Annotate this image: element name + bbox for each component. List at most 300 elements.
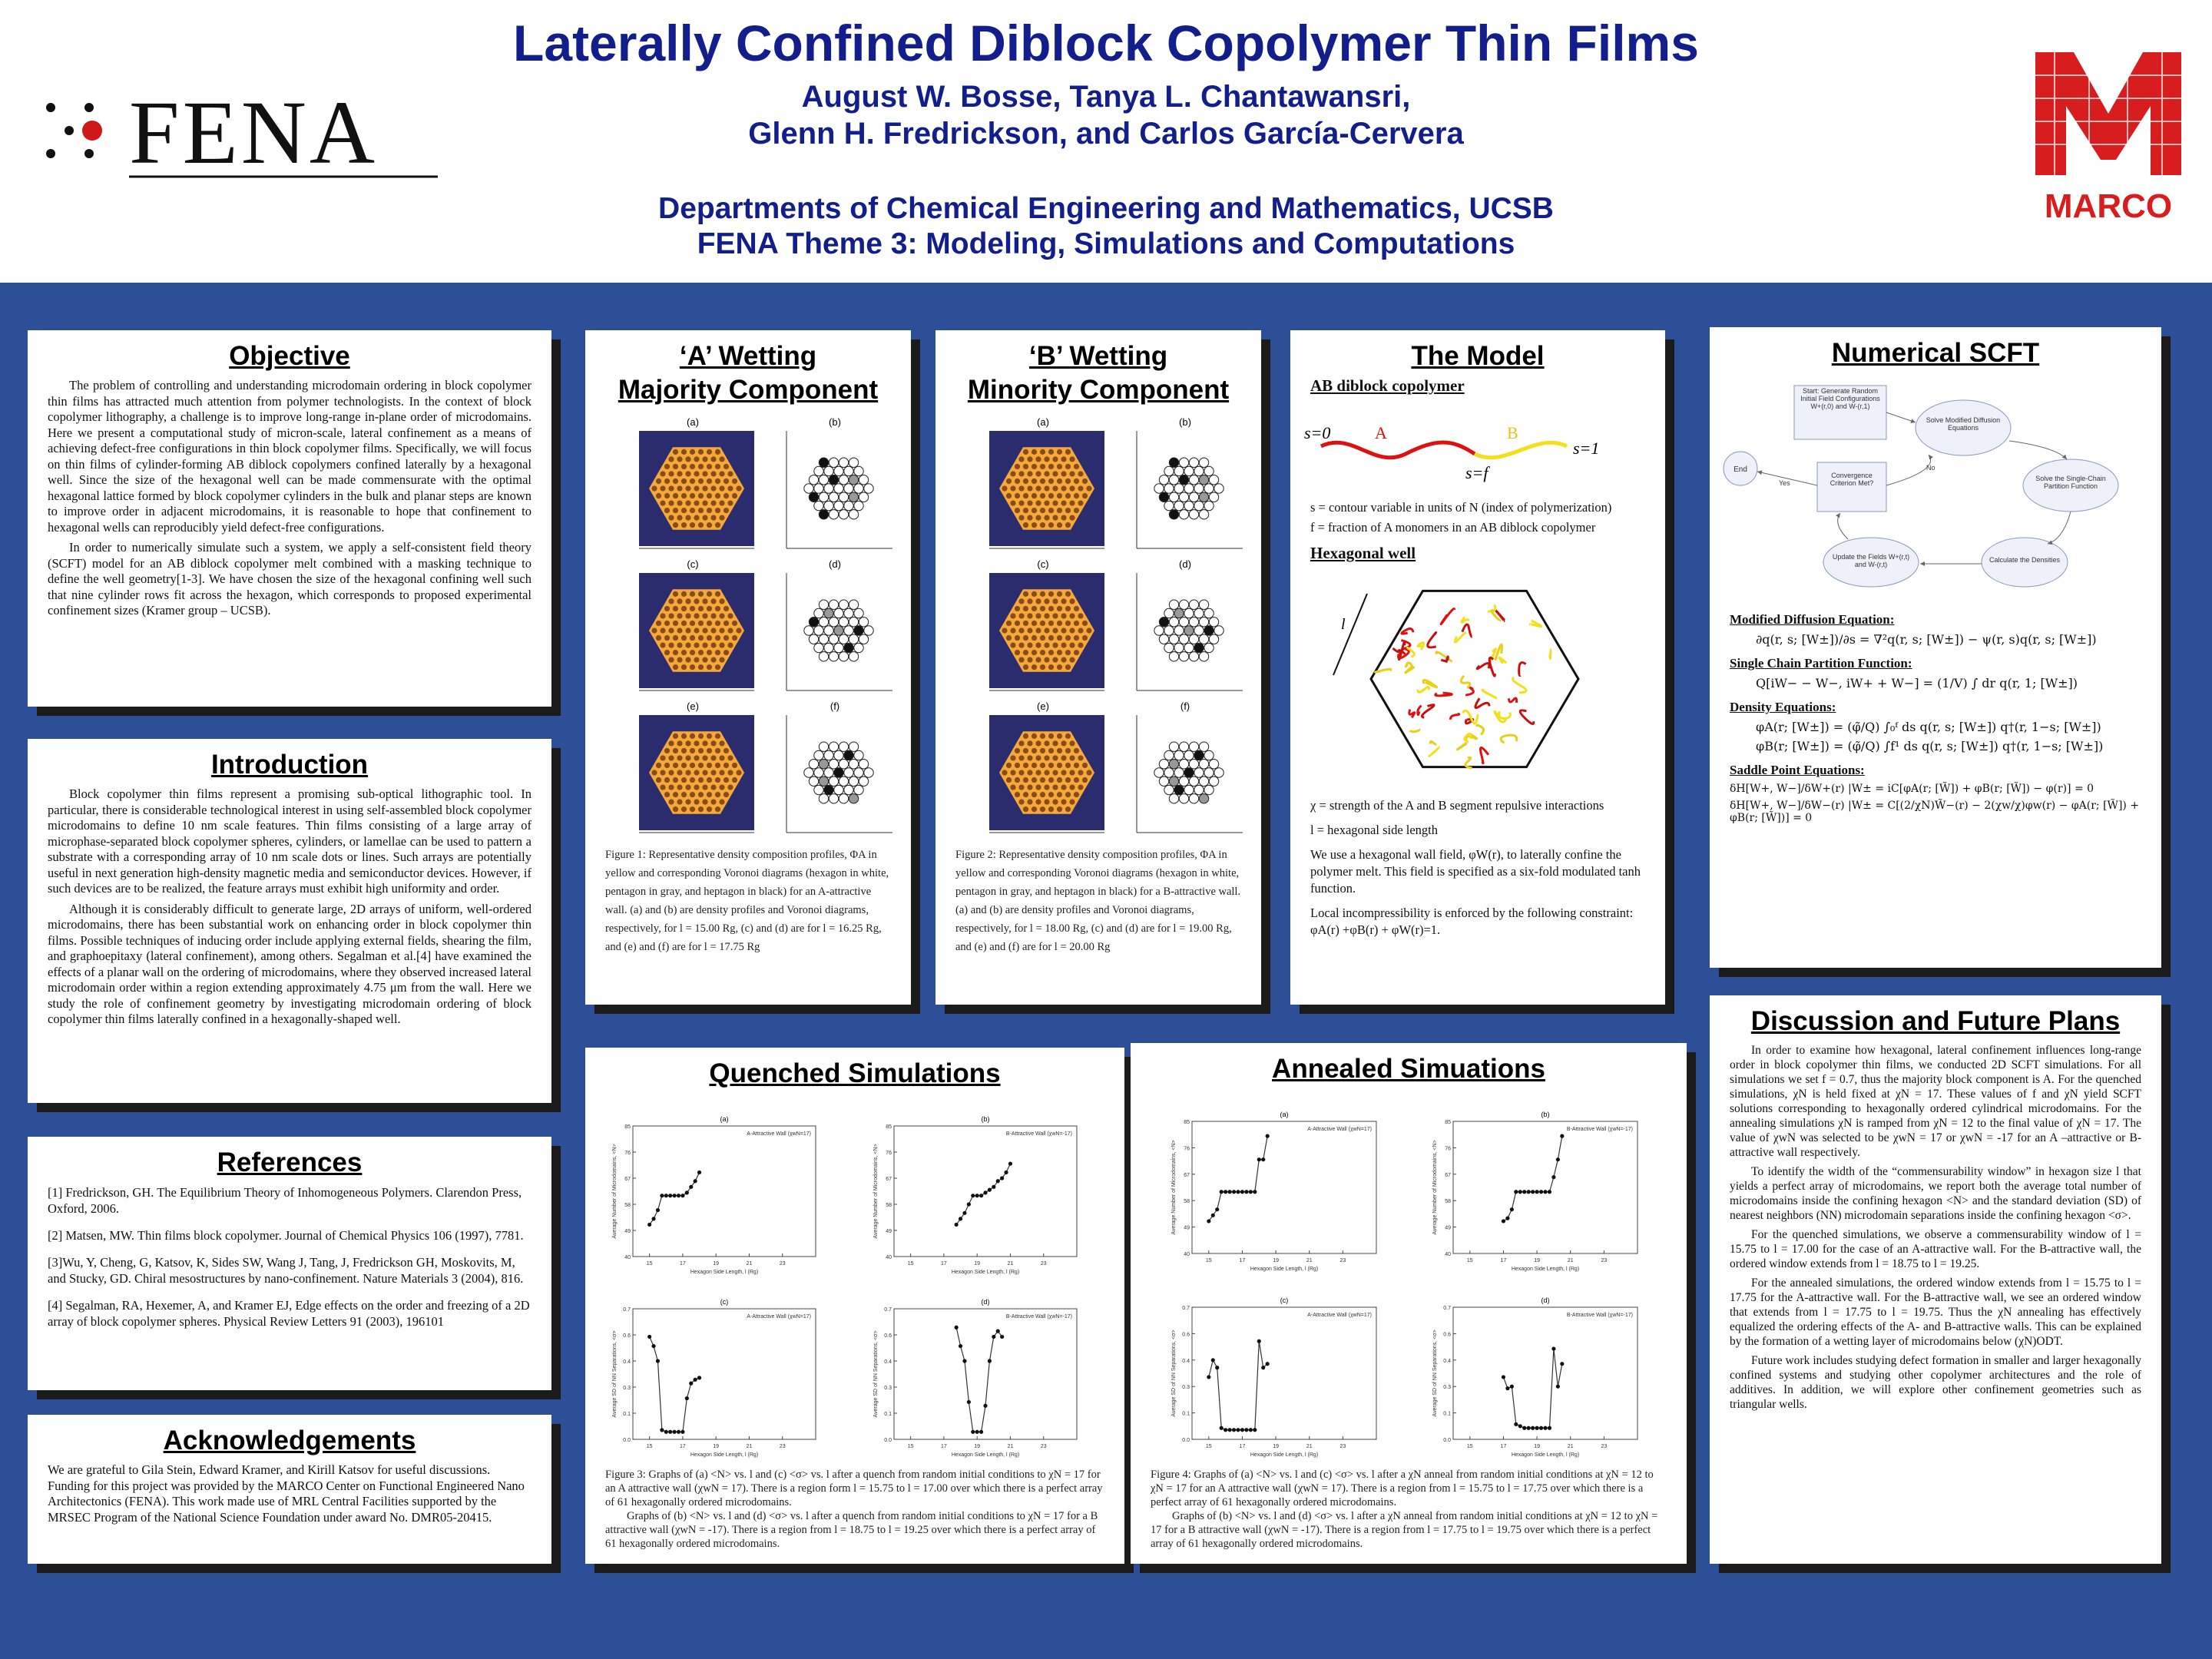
cylinder-dot — [677, 800, 682, 805]
cylinder-dot — [694, 456, 699, 462]
voronoi-cell — [849, 777, 858, 786]
voronoi-cell — [849, 510, 858, 519]
x-tick-label: 19 — [713, 1261, 720, 1267]
y-tick-label: 76 — [886, 1151, 892, 1156]
annealed-panel — [1131, 1043, 1687, 1564]
voronoi-cell — [1179, 510, 1188, 519]
cylinder-dot — [694, 740, 699, 746]
cylinder-dot — [719, 456, 724, 462]
data-point — [1514, 1422, 1518, 1426]
voronoi-cell — [1189, 600, 1198, 609]
cylinder-dot — [1052, 500, 1058, 505]
voronoi-cell — [1199, 600, 1208, 609]
cylinder-dot — [732, 478, 737, 484]
data-point — [975, 1194, 979, 1197]
y-tick-label: 0.1 — [884, 1412, 892, 1417]
voronoi-cell — [1214, 626, 1224, 635]
cylinder-dot — [1069, 784, 1075, 790]
cylinder-dot — [1052, 642, 1058, 647]
discussion-paragraph: To identify the width of the “commensurability window” in hexagon size l that yields a perfect array of microdomains, we report both the average total number of microdomains inside the confining hexagon <N> and the standard deviation (SD) of nearest neighbors (NN) microdomain separations inside the confining hexagon <σ>. — [1730, 1165, 2141, 1222]
hexagonal-well-diagram — [1290, 568, 1665, 790]
subfigure-label: (f) — [1180, 700, 1190, 712]
chain-label-sf: s=f — [1465, 463, 1488, 482]
cylinder-dot — [681, 464, 687, 469]
cylinder-dot — [1065, 449, 1071, 455]
cylinder-dot — [1065, 748, 1071, 753]
data-point — [1211, 1214, 1215, 1217]
cylinder-dot — [1023, 493, 1028, 498]
data-point — [1211, 1358, 1215, 1362]
cylinder-dot — [1035, 770, 1041, 775]
cylinder-dot — [660, 613, 665, 618]
cylinder-dot — [1048, 621, 1054, 626]
data-point — [651, 1217, 655, 1220]
cylinder-dot — [710, 500, 716, 505]
cylinder-dot — [694, 800, 699, 805]
chart-xlabel: Hexagon Side Length, l (Rg) — [1511, 1267, 1580, 1272]
cylinder-dot — [673, 733, 678, 739]
cylinder-dot — [1015, 650, 1020, 655]
cylinder-dot — [690, 464, 695, 469]
fena-logo — [38, 77, 445, 184]
voronoi-cell — [1184, 608, 1194, 618]
voronoi-cell — [854, 785, 863, 794]
data-point — [1560, 1134, 1564, 1138]
y-tick-label: 58 — [1445, 1199, 1451, 1205]
cylinder-dot — [710, 642, 716, 647]
voronoi-cell — [839, 475, 848, 485]
y-tick-label: 40 — [624, 1255, 631, 1260]
voronoi-cell — [839, 492, 848, 502]
voronoi-cell — [1189, 760, 1198, 769]
data-point — [651, 1344, 655, 1348]
cylinder-dot — [1040, 478, 1045, 484]
cylinder-dot — [668, 613, 674, 618]
cylinder-dot — [1018, 800, 1024, 805]
voronoi-cell — [1194, 626, 1204, 635]
reference-item: [3]Wu, Y, Cheng, G, Katsov, K, Sides SW, Wang J, Tang, J, Fredrickson GH, Moskovits, M, and Stucky, GD. Chiral mesostructures by nano-confinement. Nature Materials 3 (2004), 816. — [48, 1255, 524, 1286]
cylinder-dot — [698, 763, 704, 768]
voronoi-cell — [814, 466, 823, 475]
cylinder-dot — [1052, 515, 1058, 521]
cylinder-dot — [690, 508, 695, 513]
cylinder-dot — [1035, 784, 1041, 790]
cylinder-dot — [715, 763, 720, 768]
cylinder-dot — [1031, 478, 1037, 484]
voronoi-cell — [804, 484, 813, 493]
voronoi-cell — [1179, 634, 1188, 644]
cylinder-dot — [1044, 770, 1049, 775]
data-point — [1244, 1428, 1248, 1432]
cylinder-dot — [685, 471, 690, 476]
chart-legend: B-Attractive Wall (χwN=-17) — [1005, 1131, 1072, 1137]
cylinder-dot — [673, 591, 678, 597]
cylinder-dot — [1074, 464, 1079, 469]
voronoi-cell — [1189, 458, 1198, 467]
cylinder-dot — [707, 591, 712, 597]
data-point — [647, 1335, 651, 1339]
cylinder-dot — [736, 485, 741, 491]
chart-legend: B-Attractive Wall (χwN=-17) — [1566, 1313, 1633, 1318]
voronoi-cell — [839, 600, 848, 609]
cylinder-dot — [1040, 464, 1045, 469]
voronoi-cell — [814, 643, 823, 652]
cylinder-dot — [1031, 621, 1037, 626]
discussion-heading: Discussion and Future Plans — [1750, 1006, 2121, 1036]
acknowledgements-text: We are grateful to Gila Stein, Edward Kramer, and Kirill Katsov for useful discussions. Funding for this project was provided by the MARCO Center on Functional Engineered Nano Architectonics (FENA). This work made use of MRL Central Facilities supported by the MRSEC Program of the National Science Foundation under award No. DMR05-20415. — [48, 1462, 525, 1525]
voronoi-cell — [1179, 652, 1188, 661]
model-subheading-hexwell: Hexagonal well — [1310, 544, 1416, 562]
voronoi-cell — [819, 652, 828, 661]
annealed-charts — [1131, 1091, 1687, 1464]
cylinder-dot — [1031, 606, 1037, 611]
scft-panel — [1710, 327, 2161, 968]
cylinder-dot — [702, 500, 707, 505]
cylinder-dot — [681, 806, 687, 812]
a-wetting-figure — [585, 412, 911, 842]
cylinder-dot — [1040, 606, 1045, 611]
data-point — [1522, 1190, 1526, 1194]
cylinder-dot — [715, 806, 720, 812]
data-point — [1207, 1219, 1210, 1223]
eq2-title: Single Chain Partition Function: — [1730, 656, 1912, 671]
voronoi-cell — [1189, 634, 1198, 644]
data-point — [694, 1179, 697, 1183]
voronoi-cell — [829, 510, 838, 519]
cylinder-dot — [1065, 464, 1071, 469]
cylinder-dot — [1010, 642, 1015, 647]
cylinder-dot — [1052, 613, 1058, 618]
quenched-panel — [585, 1048, 1124, 1564]
cylinder-dot — [1035, 471, 1041, 476]
cylinder-dot — [668, 515, 674, 521]
introduction-body — [28, 786, 551, 1028]
cylinder-dot — [1069, 770, 1075, 775]
cylinder-dot — [1048, 464, 1054, 469]
cylinder-dot — [1010, 500, 1015, 505]
chart-panel-label: (a) — [720, 1115, 729, 1123]
cylinder-dot — [1040, 792, 1045, 797]
voronoi-cell — [834, 785, 843, 794]
voronoi-cell — [849, 492, 858, 502]
cylinder-dot — [1074, 635, 1079, 641]
voronoi-cell — [859, 634, 868, 644]
cylinder-dot — [1065, 664, 1071, 670]
voronoi-cell — [1194, 768, 1204, 777]
data-point — [1266, 1362, 1270, 1366]
cylinder-dot — [1006, 635, 1012, 641]
y-tick-label: 0.1 — [1443, 1411, 1451, 1417]
voronoi-cell — [829, 652, 838, 661]
chart-xlabel: Hexagon Side Length, l (Rg) — [951, 1270, 1020, 1275]
cylinder-dot — [710, 471, 716, 476]
chain-label-b: B — [1507, 423, 1518, 442]
data-point — [1510, 1385, 1514, 1389]
cylinder-dot — [677, 471, 682, 476]
cylinder-dot — [673, 493, 678, 498]
discussion-body — [1710, 1043, 2161, 1412]
cylinder-dot — [1018, 613, 1024, 618]
chart-xlabel: Hexagon Side Length, l (Rg) — [1511, 1452, 1580, 1458]
data-point — [1236, 1428, 1240, 1432]
annealed-caption-1: Figure 4: Graphs of (a) <N> vs. l and (c) <σ> vs. l after a χN anneal from random initial conditions at χN = 12 to χN = 17 for an A attractive wall (χwN = 17). There is a region from l = 15.75 to l = 17.75 over which there is a perfect array of 61 hexagonally ordered microdomains. — [1151, 1469, 1654, 1508]
y-tick-label: 76 — [1184, 1146, 1190, 1152]
chart-xlabel: Hexagon Side Length, l (Rg) — [690, 1270, 759, 1275]
chart-legend: A-Attractive Wall (χwN=17) — [747, 1131, 811, 1137]
cylinder-dot — [719, 628, 724, 633]
cylinder-dot — [715, 478, 720, 484]
cylinder-dot — [1069, 740, 1075, 746]
cylinder-dot — [1015, 478, 1020, 484]
data-point — [1215, 1207, 1219, 1211]
cylinder-dot — [1015, 748, 1020, 753]
voronoi-cell — [1179, 742, 1188, 751]
eq1: ∂q(r, s; [W±])/∂s = ∇²q(r, s; [W±]) − ψ(r, s)q(r, s; [W±]) — [1756, 632, 2097, 647]
x-tick-label: 15 — [1466, 1258, 1473, 1263]
cylinder-dot — [656, 493, 661, 498]
cylinder-dot — [690, 449, 695, 455]
flow-converge: Convergence Criterion Met? — [1830, 472, 1874, 487]
reference-item: [2] Matsen, MW. Thin films block copolymer. Journal of Chemical Physics 106 (1997), 7781. — [48, 1228, 524, 1243]
references-heading: References — [217, 1147, 363, 1177]
data-point — [1527, 1426, 1531, 1430]
data-point — [1232, 1190, 1236, 1194]
y-tick-label: 0.3 — [1182, 1385, 1190, 1391]
data-point — [955, 1326, 959, 1330]
y-tick-label: 67 — [1445, 1172, 1451, 1178]
cylinder-dot — [681, 777, 687, 783]
y-tick-label: 49 — [886, 1229, 892, 1234]
voronoi-cell — [849, 652, 858, 661]
cylinder-dot — [1015, 508, 1020, 513]
cylinder-dot — [1018, 500, 1024, 505]
cylinder-dot — [681, 478, 687, 484]
cylinder-dot — [698, 621, 704, 626]
voronoi-cell — [829, 458, 838, 467]
cylinder-dot — [690, 777, 695, 783]
cylinder-dot — [1061, 613, 1066, 618]
cylinder-dot — [673, 792, 678, 797]
flow-partition: Solve the Single-Chain Partition Function — [2035, 475, 2106, 490]
y-tick-label: 40 — [1445, 1252, 1451, 1257]
voronoi-cell — [1164, 643, 1174, 652]
cylinder-dot — [1018, 598, 1024, 604]
chart-ylabel: Average SD of NN Separations, <σ> — [1432, 1330, 1438, 1417]
voronoi-cell — [809, 760, 818, 769]
voronoi-cell — [1214, 768, 1224, 777]
cylinder-dot — [1074, 748, 1079, 753]
cylinder-dot — [1040, 522, 1045, 528]
data-point — [680, 1194, 684, 1197]
cylinder-dot — [694, 613, 699, 618]
cylinder-dot — [681, 508, 687, 513]
cylinder-dot — [668, 800, 674, 805]
cylinder-dot — [664, 748, 670, 753]
cylinder-dot — [1078, 485, 1083, 491]
cylinder-dot — [727, 471, 733, 476]
x-tick-label: 21 — [1007, 1444, 1014, 1449]
cylinder-dot — [1040, 806, 1045, 812]
cylinder-dot — [1027, 740, 1032, 746]
cylinder-dot — [1006, 777, 1012, 783]
voronoi-cell — [1209, 760, 1218, 769]
cylinder-dot — [1006, 763, 1012, 768]
data-point — [983, 1190, 987, 1194]
cylinder-dot — [668, 500, 674, 505]
cylinder-dot — [664, 635, 670, 641]
a-wetting-panel — [585, 330, 911, 1005]
cylinder-dot — [707, 733, 712, 739]
cylinder-dot — [677, 456, 682, 462]
cylinder-dot — [1023, 464, 1028, 469]
voronoi-cell — [1199, 618, 1208, 627]
cylinder-dot — [681, 522, 687, 528]
x-tick-label: 15 — [646, 1261, 653, 1267]
cylinder-dot — [1040, 449, 1045, 455]
y-tick-label: 0.7 — [623, 1307, 631, 1313]
cylinder-dot — [698, 777, 704, 783]
y-tick-label: 85 — [1184, 1120, 1190, 1125]
cylinder-dot — [1018, 485, 1024, 491]
cylinder-dot — [727, 770, 733, 775]
cylinder-dot — [1061, 740, 1066, 746]
voronoi-cell — [1199, 794, 1208, 803]
voronoi-cell — [1169, 652, 1178, 661]
voronoi-cell — [1189, 618, 1198, 627]
cylinder-dot — [690, 650, 695, 655]
cylinder-dot — [660, 485, 665, 491]
voronoi-cell — [819, 600, 828, 609]
cylinder-dot — [673, 763, 678, 768]
cylinder-dot — [685, 657, 690, 663]
cylinder-dot — [690, 733, 695, 739]
voronoi-cell — [1164, 626, 1174, 635]
cylinder-dot — [719, 485, 724, 491]
voronoi-cell — [859, 492, 868, 502]
cylinder-dot — [710, 657, 716, 663]
cylinder-dot — [664, 464, 670, 469]
introduction-panel — [28, 739, 551, 1103]
cylinder-dot — [1015, 493, 1020, 498]
cylinder-dot — [1048, 792, 1054, 797]
a-wetting-caption: Figure 1: Representative density composition profiles, ΦA in yellow and corresponding Voronoi diagrams (hexagon in white, pentagon in gray, and heptagon in black) for an A-attractive wall. (a) and (b) are density profiles and Voronoi diagrams, respectively, for l = 15.00 Rg, (c) and (d) are for l = 16.25 Rg, and (e) and (f) are for l = 17.75 Rg — [605, 849, 889, 953]
voronoi-cell — [819, 634, 828, 644]
voronoi-cell — [1184, 750, 1194, 760]
cylinder-dot — [1002, 770, 1007, 775]
cylinder-dot — [1027, 628, 1032, 633]
data-point — [1522, 1426, 1526, 1430]
cylinder-dot — [707, 478, 712, 484]
cylinder-dot — [702, 515, 707, 521]
a-wetting-subheading: Majority Component — [618, 375, 879, 405]
chart-legend: A-Attractive Wall (χwN=17) — [1307, 1127, 1372, 1132]
data-point — [697, 1376, 701, 1379]
cylinder-dot — [698, 449, 704, 455]
cylinder-dot — [710, 770, 716, 775]
voronoi-cell — [1174, 501, 1184, 510]
cylinder-dot — [698, 748, 704, 753]
data-point — [1539, 1190, 1543, 1194]
voronoi-cell — [844, 466, 853, 475]
cylinder-dot — [668, 642, 674, 647]
voronoi-cell — [1199, 475, 1208, 485]
voronoi-cell — [1184, 484, 1194, 493]
annealed-heading: Annealed Simuations — [1272, 1054, 1545, 1084]
subfigure-label: (d) — [829, 558, 841, 570]
data-point — [1527, 1190, 1531, 1194]
voronoi-cell — [1174, 768, 1184, 777]
chart-panel-label: (c) — [1280, 1296, 1289, 1304]
x-tick-label: 17 — [680, 1261, 686, 1267]
cylinder-dot — [1069, 485, 1075, 491]
cylinder-dot — [651, 770, 657, 775]
data-point — [959, 1217, 962, 1220]
quenched-charts — [585, 1095, 1124, 1464]
quenched-caption — [585, 1468, 1124, 1551]
cylinder-dot — [681, 606, 687, 611]
eq4b: δH[W+, W−]/δW−(r) |W± = C[(2/χN)W̃−(r) − 2(χw/χ)φw(r) − φA(r; [W̃]) + φB(r; [W̃])] = 0 — [1730, 800, 2140, 824]
cylinder-dot — [707, 522, 712, 528]
cylinder-dot — [1069, 515, 1075, 521]
cylinder-dot — [715, 449, 720, 455]
cylinder-dot — [1040, 664, 1045, 670]
chart-xlabel: Hexagon Side Length, l (Rg) — [951, 1452, 1020, 1458]
cylinder-dot — [1057, 493, 1062, 498]
cylinder-dot — [724, 763, 729, 768]
annealed-caption-2: Graphs of (b) <N> vs. l and (d) <σ> vs. l after a χN anneal from random initial conditions at χN = 12 to χN = 17 for a B attractive wall (χwN = -17). There is a region from l = 17.75 to l = 19.75 over which there is a perfect array of 61 hexagonally ordered microdomains. — [1151, 1510, 1658, 1550]
x-tick-label: 23 — [1040, 1444, 1047, 1449]
data-point — [1510, 1207, 1514, 1211]
cylinder-dot — [1023, 733, 1028, 739]
cylinder-dot — [724, 464, 729, 469]
voronoi-cell — [1199, 742, 1208, 751]
cylinder-dot — [681, 733, 687, 739]
voronoi-cell — [849, 760, 858, 769]
data-point — [1227, 1190, 1231, 1194]
cylinder-dot — [681, 792, 687, 797]
voronoi-cell — [819, 794, 828, 803]
cylinder-dot — [1040, 635, 1045, 641]
cylinder-dot — [710, 755, 716, 760]
voronoi-cell — [1159, 492, 1168, 502]
voronoi-cell — [809, 492, 818, 502]
data-point — [694, 1378, 697, 1382]
cylinder-dot — [698, 508, 704, 513]
cylinder-dot — [1082, 635, 1088, 641]
voronoi-cell — [824, 768, 833, 777]
cylinder-dot — [1065, 478, 1071, 484]
cylinder-dot — [1035, 755, 1041, 760]
voronoi-cell — [1194, 608, 1204, 618]
x-tick-label: 17 — [1500, 1258, 1507, 1263]
voronoi-cell — [854, 750, 863, 760]
poster-title: Laterally Confined Diblock Copolymer Thin Films — [513, 15, 1699, 71]
data-point — [1224, 1428, 1227, 1432]
voronoi-cell — [1204, 626, 1214, 635]
x-tick-label: 17 — [941, 1261, 947, 1267]
data-point — [664, 1430, 668, 1434]
model-panel — [1290, 330, 1665, 1005]
data-point — [971, 1430, 975, 1434]
a-wetting-heading: ‘A’ Wetting — [679, 341, 817, 371]
cylinder-dot — [715, 508, 720, 513]
data-point — [1548, 1426, 1551, 1430]
chart-ylabel: Average SD of NN Separations, <σ> — [1171, 1330, 1177, 1417]
cylinder-dot — [673, 522, 678, 528]
voronoi-cell — [1199, 760, 1208, 769]
cylinder-dot — [677, 515, 682, 521]
cylinder-dot — [1057, 464, 1062, 469]
